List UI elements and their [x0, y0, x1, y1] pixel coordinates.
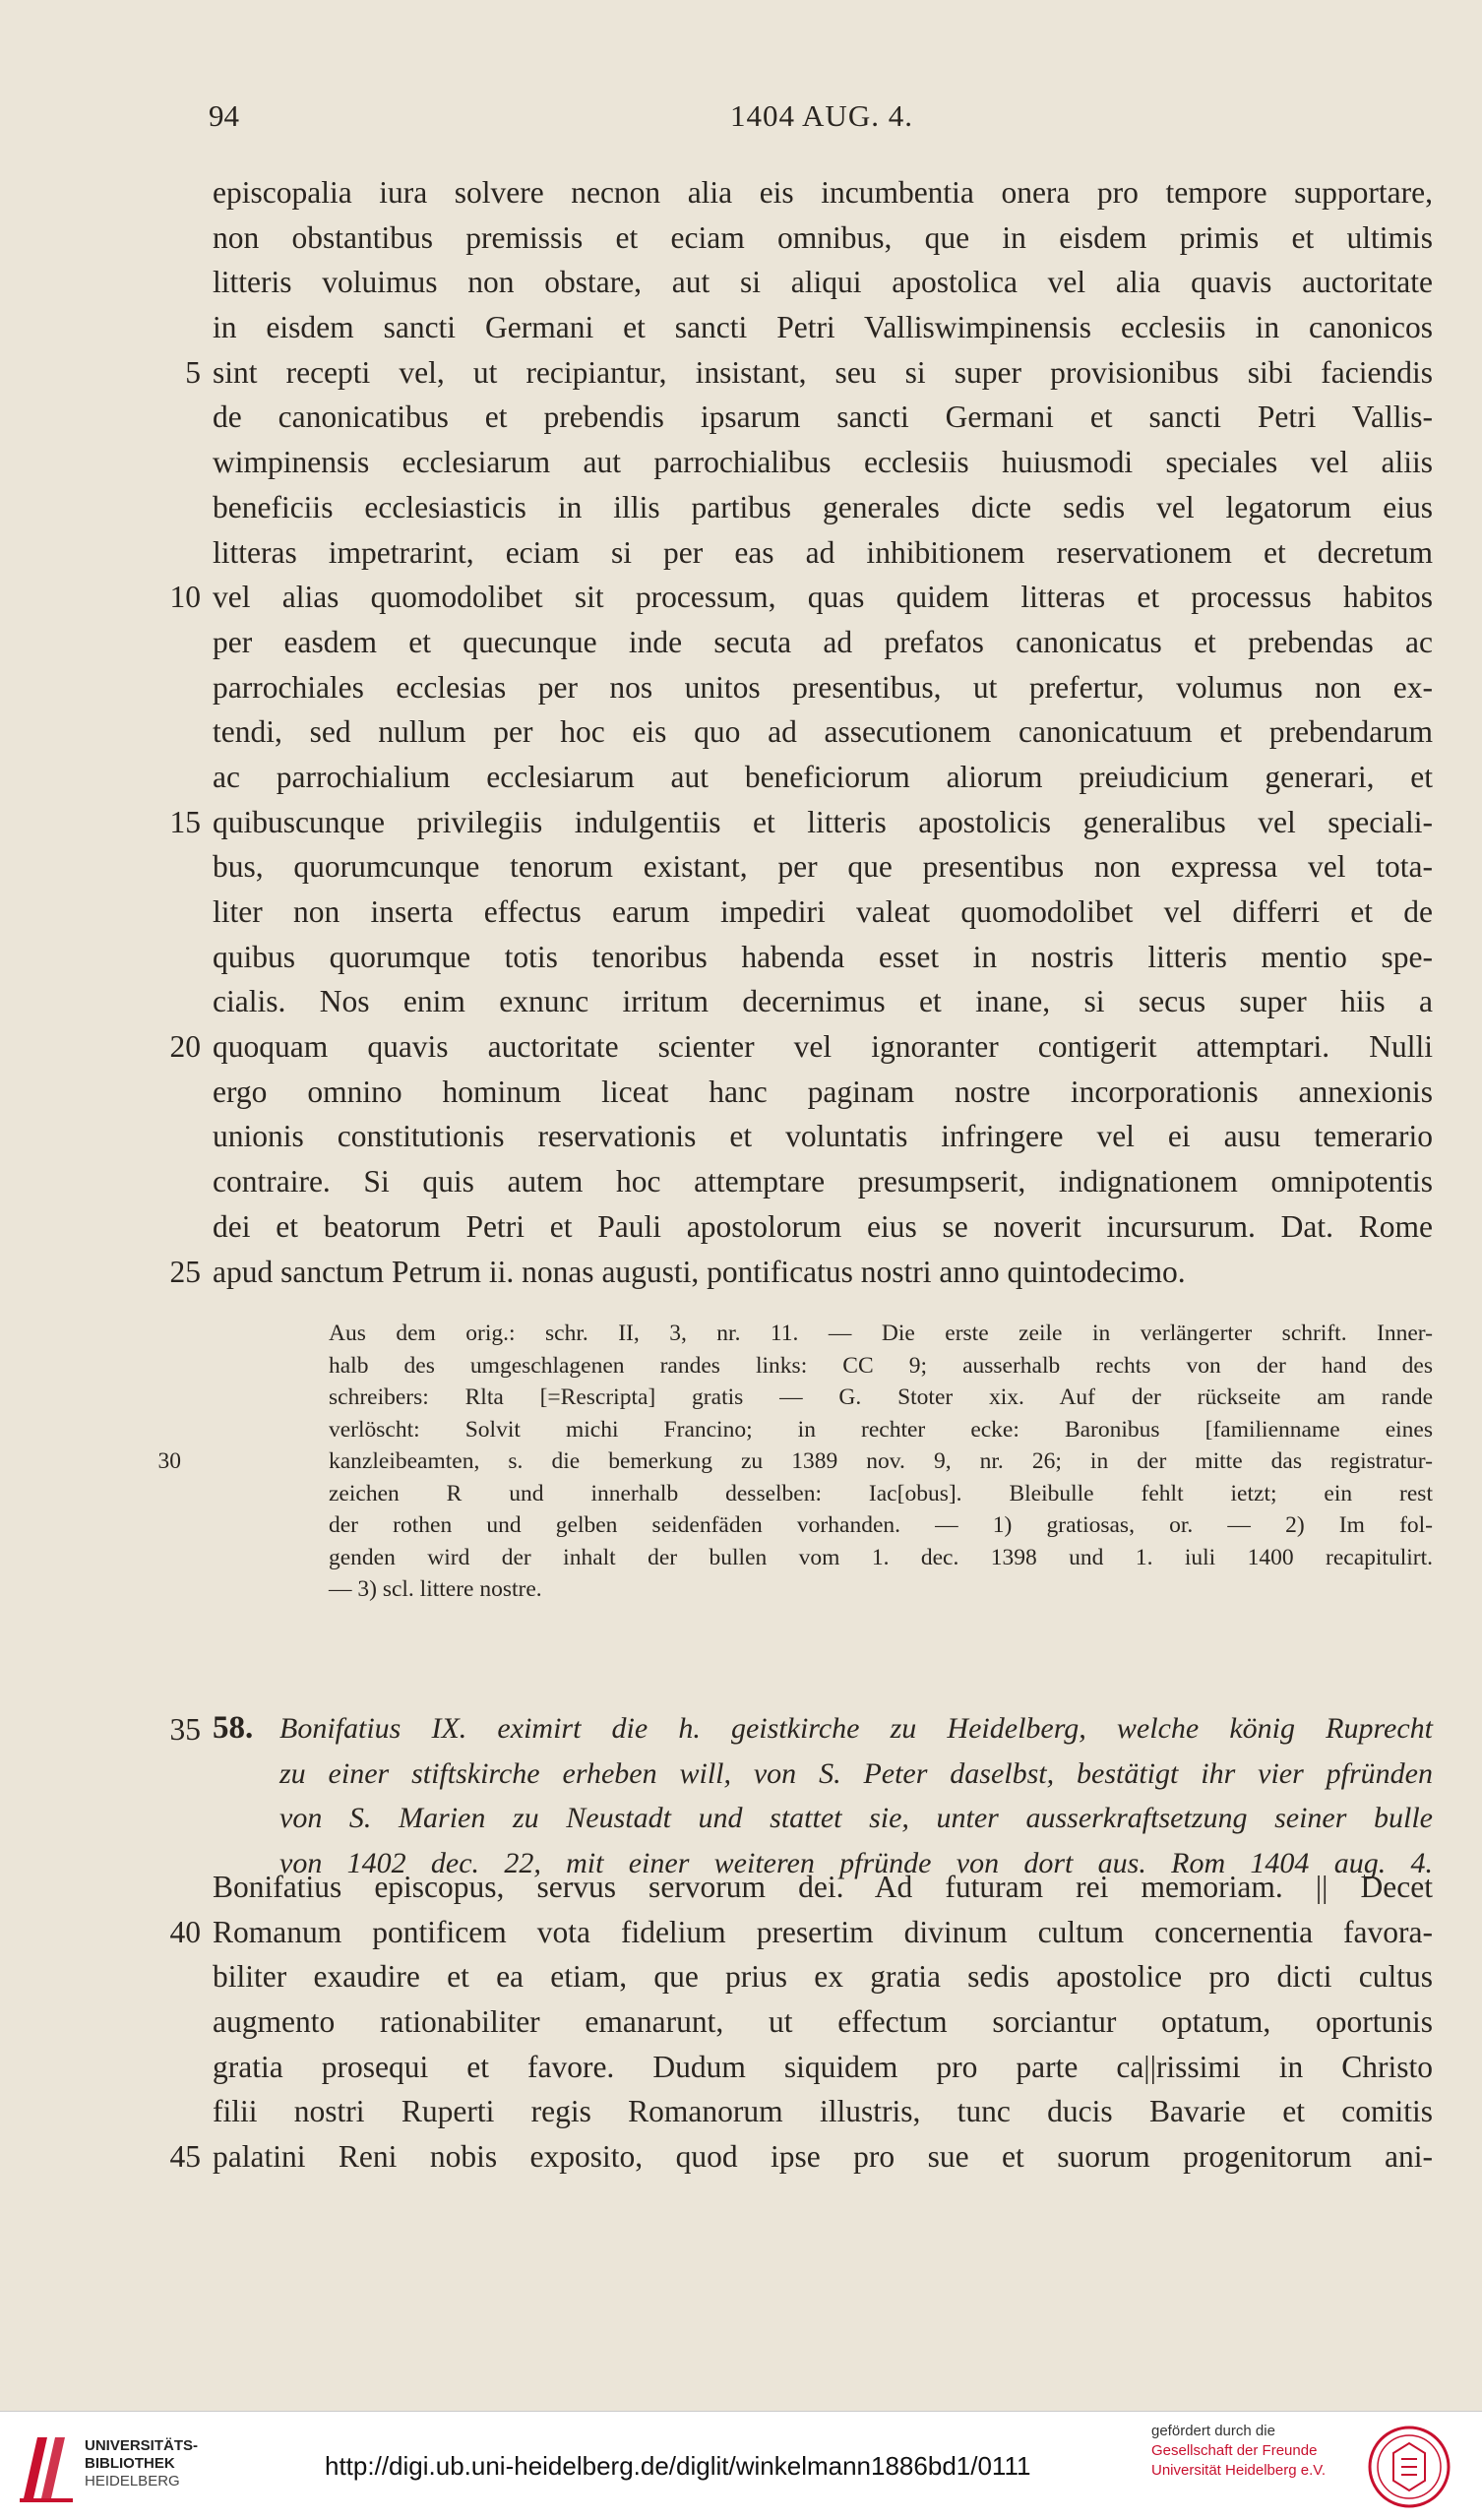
running-title: 1404 AUG. 4. [730, 98, 913, 133]
line-number: 40 [169, 1914, 201, 1949]
text-line [0, 2139, 1482, 2184]
text-line [0, 1353, 1482, 1385]
text-line [0, 1915, 1482, 1960]
text-line [0, 1417, 1482, 1449]
regest-line-text: von S. Marien zu Neustadt und stattet sie, unter ausserkraftsetzung seiner bulle [279, 1802, 1433, 1834]
line-text: tendi, sed nullum per hoc eis quo ad assecutionem canonicatuum et prebendarum [213, 714, 1433, 750]
text-line [0, 220, 1482, 266]
text-line [0, 2094, 1482, 2139]
page-url[interactable]: http://digi.ub.uni-heidelberg.de/diglit/winkelmann1886bd1/0111 [325, 2451, 1031, 2481]
line-number: 5 [185, 354, 201, 390]
library-logo-icon[interactable] [18, 2429, 75, 2503]
line-text: halb des umgeschlagenen randes links: CC 9; ausserhalb rechts von der hand des [329, 1352, 1433, 1379]
text-line [0, 1481, 1482, 1513]
line-text: episcopalia iura solvere necnon alia eis incumbentia onera pro tempore supportare, [213, 175, 1433, 210]
text-line [0, 580, 1482, 625]
text-line [0, 670, 1482, 715]
text-line [0, 625, 1482, 670]
line-text: litteras impetrarint, eciam si per eas ad inhibitionem reservationem et decretum [213, 534, 1433, 570]
line-text: ergo omnino hominum liceat hanc paginam nostre incorporationis annexionis [213, 1074, 1433, 1109]
line-text: Bonifatius episcopus, servus servorum dei. Ad futuram rei memoriam. || Decet [213, 1870, 1433, 1904]
text-line [0, 1512, 1482, 1545]
text-line [0, 2004, 1482, 2050]
regest-line-number: 35 [169, 1712, 201, 1747]
viewer-footer [0, 2411, 1482, 2520]
text-line [0, 1029, 1482, 1075]
regest-line [0, 1757, 1482, 1803]
line-text: — 3) scl. littere nostre. [329, 1576, 542, 1602]
line-text: quibus quorumque totis tenoribus habenda esset in nostris litteris mentio spe- [213, 939, 1433, 974]
text-line [0, 400, 1482, 445]
line-text: gratia prosequi et favore. Dudum siquidem pro parte ca||rissimi in Christo [213, 2049, 1433, 2084]
line-number: 45 [169, 2139, 201, 2175]
sponsor-text[interactable]: gefördert durch die Gesellschaft der Freunde Universität Heidelberg e.V. [1151, 2423, 1327, 2479]
line-text: apud sanctum Petrum ii. nonas augusti, pontificatus nostri anno quintodecimo. [213, 1254, 1186, 1289]
line-text: per easdem et quecunque inde secuta ad prefatos canonicatus et prebendas ac [213, 624, 1433, 659]
text-line [0, 355, 1482, 400]
line-text: genden wird der inhalt der bullen vom 1. dec. 1398 und 1. iuli 1400 recapitulirt. [329, 1544, 1433, 1570]
text-line [0, 1255, 1482, 1300]
library-name[interactable]: UNIVERSITÄTS- BIBLIOTHEK HEIDELBERG [85, 2437, 199, 2489]
text-line [0, 1075, 1482, 1120]
line-text: ac parrochialium ecclesiarum aut beneficiorum aliorum preiudicium generari, et [213, 759, 1433, 794]
text-line [0, 265, 1482, 310]
line-text: verlöscht: Solvit michi Francino; in rechter ecke: Baronibus [familienname eines [329, 1416, 1433, 1443]
line-text: wimpinensis ecclesiarum aut parrochialibus ecclesiis huiusmodi speciales vel aliis [213, 445, 1433, 480]
line-text: non obstantibus premissis et eciam omnibus, que in eisdem primis et ultimis [213, 219, 1433, 255]
text-line [0, 1119, 1482, 1164]
line-text: beneficiis ecclesiasticis in illis partibus generales dicte sedis vel legatorum eius [213, 489, 1433, 524]
entry-number: 58. [213, 1710, 254, 1746]
line-number: 10 [169, 580, 201, 615]
line-text: sint recepti vel, ut recipiantur, insistant, seu si super provisionibus sibi faciendis [213, 354, 1433, 390]
line-text: litteris voluimus non obstare, aut si aliqui apostolica vel alia quavis auctoritate [213, 265, 1433, 300]
line-text: contraire. Si quis autem hoc attemptare presumpserit, indignationem omnipotentis [213, 1164, 1433, 1199]
regest-block [0, 1712, 1482, 1891]
line-text: zeichen R und innerhalb desselben: Iac[obus]. Bleibulle fehlt ietzt; ein rest [329, 1480, 1433, 1506]
line-text: parrochiales ecclesias per nos unitos presentibus, ut prefertur, volumus non ex- [213, 669, 1433, 705]
text-line [0, 1384, 1482, 1417]
line-text: Aus dem orig.: schr. II, 3, nr. 11. — Die erste zeile in verlängerter schrift. Inner- [329, 1321, 1433, 1346]
line-text: unionis constitutionis reservationis et voluntatis infringere vel ei ausu temerario [213, 1119, 1433, 1154]
text-line [0, 1164, 1482, 1209]
line-text: dei et beatorum Petri et Pauli apostolorum eius se noverit incursurum. Dat. Rome [213, 1208, 1433, 1244]
line-text: biliter exaudire et ea etiam, que prius ex gratia sedis apostolice pro dicti cultus [213, 1959, 1433, 1995]
text-line [0, 1448, 1482, 1481]
text-line [0, 849, 1482, 894]
line-text: filii nostri Ruperti regis Romanorum illustris, tunc ducis Bavarie et comitis [213, 2094, 1433, 2129]
line-text: Romanum pontificem vota fidelium presertim divinum cultum concernentia favora- [213, 1914, 1433, 1949]
text-line [0, 1545, 1482, 1577]
text-line [0, 894, 1482, 940]
page-number: 94 [209, 98, 239, 133]
line-number: 25 [169, 1254, 201, 1289]
line-text: quibuscunque privilegiis indulgentiis et litteris apostolicis generalibus vel speciali- [213, 804, 1433, 839]
line-number: 20 [169, 1029, 201, 1065]
text-line [0, 445, 1482, 490]
main-text-block [0, 175, 1482, 1299]
text-line [0, 984, 1482, 1029]
university-seal-icon[interactable] [1358, 2424, 1460, 2510]
regest-line-text: von 1402 dec. 22, mit einer weiteren pfründe von dort aus. Rom 1404 aug. 4. [279, 1846, 1433, 1879]
footnote-block [0, 1321, 1482, 1609]
line-text: schreibers: Rlta [=Rescripta] gratis — G. Stoter xix. Auf der rückseite am rande [329, 1384, 1433, 1410]
text-line [0, 175, 1482, 220]
regest-line [0, 1802, 1482, 1847]
line-text: palatini Reni nobis exposito, quod ipse pro sue et suorum progenitorum ani- [213, 2139, 1433, 2175]
line-text: liter non inserta effectus earum impediri valeat quomodolibet vel differri et de [213, 894, 1433, 929]
text-line [0, 1576, 1482, 1609]
text-line [0, 490, 1482, 535]
text-line [0, 1870, 1482, 1915]
line-text: der rothen und gelben seidenfäden vorhanden. — 1) gratiosas, or. — 2) Im fol- [329, 1512, 1433, 1538]
line-text: bus, quorumcunque tenorum existant, per que presentibus non expressa vel tota- [213, 849, 1433, 885]
text-line [0, 310, 1482, 355]
line-text: cialis. Nos enim exnunc irritum decernimus et inane, si secus super hiis a [213, 984, 1433, 1019]
line-number: 30 [157, 1448, 181, 1474]
text-line [0, 760, 1482, 805]
regest-line-text: zu einer stiftskirche erheben will, von S. Peter daselbst, bestätigt ihr vier pfründen [279, 1756, 1433, 1790]
text-line [0, 535, 1482, 581]
line-text: de canonicatibus et prebendis ipsarum sancti Germani et sancti Petri Vallis- [213, 400, 1433, 435]
line-text: quoquam quavis auctoritate scienter vel ignoranter contigerit attemptari. Nulli [213, 1029, 1433, 1065]
line-text: augmento rationabiliter emanarunt, ut effectum sorciantur optatum, oportunis [213, 2004, 1433, 2040]
page-header [0, 98, 1482, 138]
text-line [0, 1959, 1482, 2004]
text-line [0, 805, 1482, 850]
regest-line [0, 1712, 1482, 1757]
text-line [0, 1209, 1482, 1255]
line-text: vel alias quomodolibet sit processum, quas quidem litteras et processus habitos [213, 580, 1433, 615]
text-line [0, 940, 1482, 985]
line-text: in eisdem sancti Germani et sancti Petri Valliswimpinensis ecclesiis in canonicos [213, 310, 1433, 345]
regest-line-text: Bonifatius IX. eximirt die h. geistkirche zu Heidelberg, welche könig Ruprecht [279, 1712, 1433, 1745]
line-number: 15 [169, 804, 201, 839]
line-text: kanzleibeamten, s. die bemerkung zu 1389 nov. 9, nr. 26; in der mitte das registratur- [329, 1448, 1433, 1474]
document-text-block [0, 1870, 1482, 2184]
text-line [0, 714, 1482, 760]
text-line [0, 2050, 1482, 2095]
text-line [0, 1321, 1482, 1353]
